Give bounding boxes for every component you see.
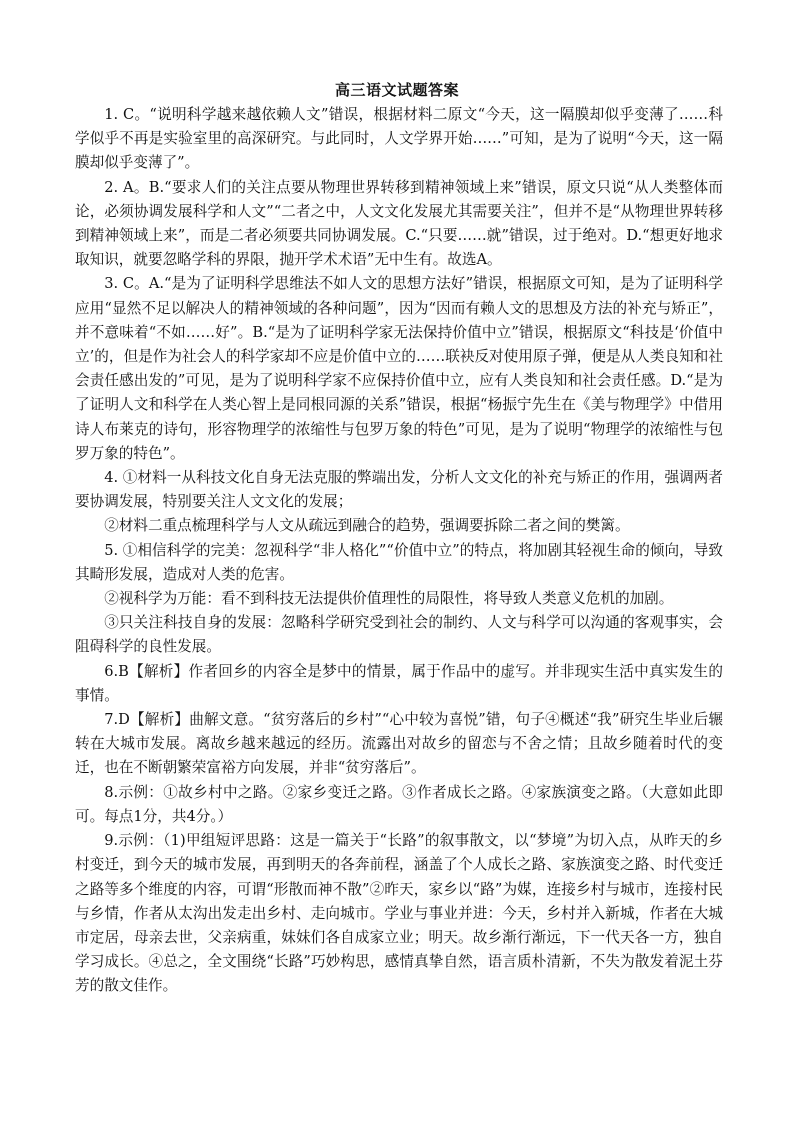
page-title: 高三语文试题答案 <box>334 81 459 99</box>
answer-9: 9.示例：（1)甲组短评思路：这是一篇关于“长路”的叙事散文，以“梦境”为切入点，从昨天的乡村变迁，到今天的城市发展，再到明天的各奔前程，涵盖了个人成长之路、家族演变之路、时代变迁之路等多个维度的内容，可谓“形散而神不散”②昨天，家乡以“路”为媒，连接乡村与城市，连接村民与乡情，作者从太沟出发走出乡村、走向城市。学业与事业并进：今天，乡村并入新城，作者在大城市定居，母亲去世，父亲病重，妹妹们各自成家立业；明天。故乡渐行渐远，下一代天各一方，独自学习成长。④总之，全文围绕“长路”巧妙构思，感情真挚自然，语言质朴清新，不失为散发着泥土芬芳的散文佳作。 <box>75 832 723 995</box>
answer-8: 8.示例：①故乡村中之路。②家乡变迁之路。③作者成长之路。④家族演变之路。（大意如此即可。每点1分，共4分。） <box>75 783 723 825</box>
answer-1: 1. C。“说明科学越来越依赖人文”错误，根据材料二原文“今天，这一隔膜却似乎变薄了……科学似乎不再是实验室里的高深研究。与此同时，人文学界开始……”可知，是为了说明“今天，这一隔膜却似乎变薄了”。 <box>75 106 723 172</box>
answer-7: 7.D【解析】曲解文意。“贫穷落后的乡村”“心中较为喜悦”错，句子④概述“我”研究生毕业后辗转在大城市发展。离故乡越来越远的经历。流露出对故乡的留恋与不舍之情；且故乡随着时代的变迁，也在不断朝繁荣富裕方向发展，并非“贫穷落后”。 <box>75 711 723 777</box>
answer-5-point-2: ②视科学为万能：看不到科技无法提供价值理性的局限性，将导致人类意义危机的加剧。 <box>104 590 674 608</box>
answer-4-point-1: 4. ①材料一从科技文化自身无法克服的弊端出发，分析人文文化的补充与矫正的作用，强调两者要协调发展，特别要关注人文文化的发展； <box>75 469 723 511</box>
answers-body <box>75 103 723 999</box>
answer-5-point-1: 5. ①相信科学的完美：忽视科学“非人格化”“价值中立”的特点，将加剧其轻视生命的倾向，导致其畸形发展，造成对人类的危害。 <box>75 541 723 583</box>
answer-4-point-2: ②材料二重点梳理科学与人文从疏远到融合的趋势，强调要拆除二者之间的樊篱。 <box>104 517 630 535</box>
answer-3: 3. C。A.“是为了证明科学思维法不如人文的思想方法好”错误，根据原文可知，是为了证明科学应用“显然不足以解决人的精神领域的各种问题”，因为“因而有赖人文的思想及方法的补充与矫正”，并不意味着“不如……好”。B.“是为了证明科学家无法保持价值中立”错误，根据原文“科技是‘价值中立’的，但是作为社会人的科学家却不应是价值中立的……联袂反对使用原子弹，便是从人类良知和社会责任感出发的”可见，是为了说明科学家不应保持价值中立，应有人类良知和社会责任感。D.“是为了证明人文和科学在人类心智上是同根同源的关系”错误，根据“杨振宁先生在《美与物理学》中借用诗人布莱克的诗句，形容物理学的浓缩性与包罗万象的特色”可见，是为了说明“物理学的浓缩性与包罗万象的特色”。 <box>75 275 723 462</box>
answer-2: 2. A。B.“要求人们的关注点要从物理世界转移到精神领域上来”错误，原文只说“从人类整体而论，必须协调发展科学和人文”“二者之中，人文文化发展尤其需要关注”，但并不是“从物理世界转移到精神领域上来”，而是二者必须要共同协调发展。C.“只要……就”错误，过于绝对。D.“想更好地求取知识，就要忽略学科的界限，抛开学术术语”无中生有。故选A。 <box>75 178 723 269</box>
answer-5-point-3: ③只关注科技自身的发展：忽略科学研究受到社会的制约、人文与科学可以沟通的客观事实，会阻碍科学的良性发展。 <box>75 614 723 656</box>
answer-6: 6.B【解析】作者回乡的内容全是梦中的情景，属于作品中的虚写。并非现实生活中真实发生的事情。 <box>75 662 723 704</box>
